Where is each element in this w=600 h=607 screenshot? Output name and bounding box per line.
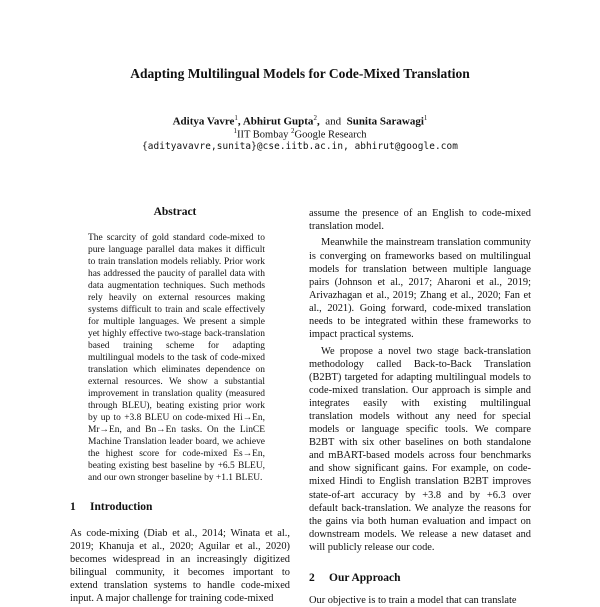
author-name: Abhirut Gupta <box>242 115 314 128</box>
author-separator: , <box>237 115 241 128</box>
author-affil-marker: 2 <box>313 114 317 122</box>
author-emails: {adityavavre,sunita}@cse.iitb.ac.in, abhirut@google.com <box>142 141 458 152</box>
abstract-text: The scarcity of gold standard code-mixed to pure language parallel data makes it difficult to train translation models reliably. Prior work has addressed the paucity of parallel data with data augmentation techniques. Such methods rely heavily on external resources making systems difficult to train and scale effectively for multiple languages. We present a simple yet highly effective two-stage back-translation based training scheme for adapting multilingual models to the task of code-mixed translation which eliminates dependence on external resources. We show a substantial improvement in translation quality (measured through BLEU), beating existing prior work by up to +3.8 BLEU on code-mixed Hi→En, Mr→En, and Bn→En tasks. On the LinCE Machine Translation leader board, we achieve the highest score for code-mixed Es→En, beating existing best baseline by +6.5 BLEU, and our own stronger baseline by +1.1 BLEU. <box>88 233 265 483</box>
paper-title: Adapting Multilingual Models for Code-Mixed Translation <box>130 66 470 81</box>
author-affil-marker: 1 <box>423 114 428 122</box>
author-name: Sunita Sarawagi <box>346 115 424 128</box>
introduction-text: As code-mixing (Diab et al., 2014; Winata et al., 2019; Khanuja et al., 2020; Aguilar et al., 2020) becomes widespread in an increasingly digitized bilingual community, it becomes important to extend translation systems to handle code-mixed input. A major challenge for training code-mixed <box>70 528 290 605</box>
author-name: Aditya Vavre <box>172 115 235 128</box>
author-affil-marker: 1 <box>234 114 238 122</box>
affiliation: IIT Bombay <box>236 129 289 141</box>
right-column <box>309 207 531 557</box>
section-heading <box>309 572 509 584</box>
author-and: and <box>325 115 342 128</box>
section-number: 2 <box>309 572 315 584</box>
paragraph: Meanwhile the mainstream translation community is converging on frameworks based on multilingual models for translation between multiple language pairs (Johnson et al., 2017; Aharoni et al., 2019; Arivazhagan et al., 2019; Zhang et al., 2020; Fan et al., 2021). Going forward, code-mixed translation needs to be integrated within these frameworks to impact practical systems. <box>309 237 531 341</box>
affil-marker: 1 <box>233 127 237 135</box>
abstract-heading: Abstract <box>153 206 197 218</box>
approach-text: Our objective is to train a model that can translate <box>309 595 517 606</box>
section-number: 1 <box>70 501 76 513</box>
section-heading <box>70 501 270 513</box>
affiliation: Google Research <box>294 129 367 141</box>
author-line <box>0 114 600 128</box>
section-title: Introduction <box>90 501 153 513</box>
author-separator: , <box>316 115 320 128</box>
section-title: Our Approach <box>329 572 401 584</box>
paragraph: We propose a novel two stage back-translation methodology called Back-to-Back Translation (B2BT) targeted for adapting multilingual models to code-mixed translation. Our approach is simple and integrates easily with existing multilingual translation models without any need for special models or language specific tools. We compare B2BT with six other baselines on both standalone and mBART-based models across four benchmarks and show significant gains. For example, on code-mixed Hindi to English translation B2BT improves state-of-art accuracy by +3.8 and by +6.3 over default back-translation. We analyze the reasons for the gains via both human evaluation and impact on downstream models. We release a new dataset and will publicly release our code. <box>309 345 531 553</box>
paragraph: assume the presence of an English to code-mixed translation model. <box>309 208 531 233</box>
affiliations <box>0 127 600 141</box>
affil-marker: 2 <box>291 127 295 135</box>
